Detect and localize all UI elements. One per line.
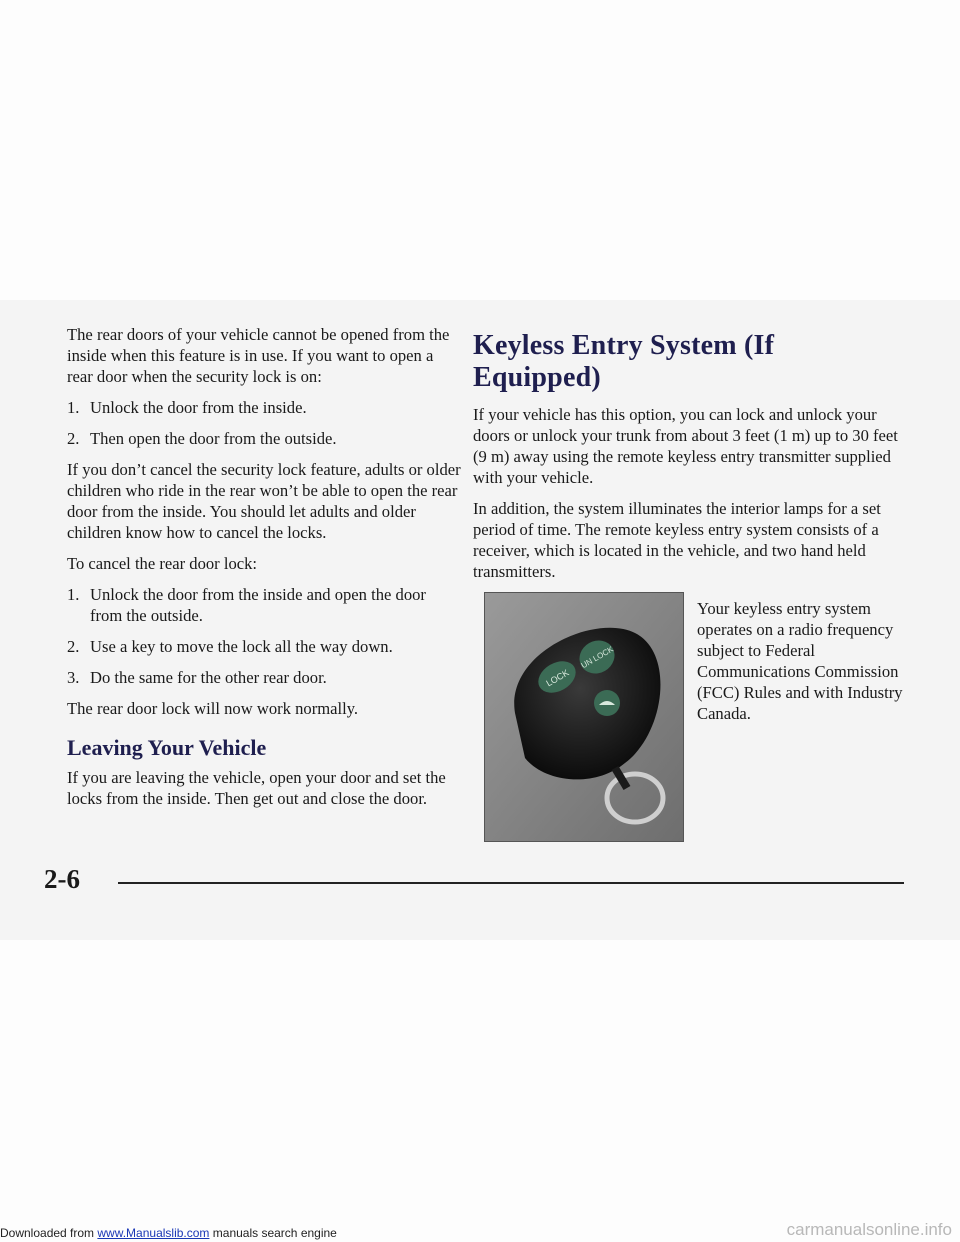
keyless-paragraph-1: If your vehicle has this option, you can lock and unlock your doors or unlock your trunk from about 3 feet (1 m) up to 30 feet (9 m) away using the remote keyless entry transmitter supplied with your vehicle.	[473, 405, 898, 487]
fob-caption: Your keyless entry system operates on a radio frequency subject to Federal Communications Commission (FCC) Rules and with Industry Canada.	[697, 599, 903, 723]
left-column	[67, 324, 462, 819]
right-column	[473, 330, 905, 842]
cancel-intro: To cancel the rear door lock:	[67, 554, 258, 573]
unlock-button-label: UN LOCK	[579, 644, 615, 671]
footer-rule	[118, 882, 904, 884]
list-item: 1. Unlock the door from the inside.	[67, 398, 307, 417]
normal-paragraph: The rear door lock will now work normally.	[67, 699, 359, 718]
key-fob-illustration	[485, 593, 683, 841]
fob-section	[473, 592, 905, 842]
keyless-heading: Keyless Entry System (If Equipped)	[473, 330, 775, 393]
download-banner: Downloaded from www.Manualslib.com manuals search engine	[0, 1226, 337, 1240]
leaving-heading: Leaving Your Vehicle	[67, 735, 267, 760]
list-item: 2. Then open the door from the outside.	[67, 429, 337, 448]
list-item: 2. Use a key to move the lock all the way down.	[67, 637, 393, 656]
page-number: 2-6	[44, 864, 80, 894]
warning-paragraph: If you don’t cancel the security lock feature, adults or older children who ride in the rear won’t be able to open the rear door from the inside. You should let adults and older children know how to cancel the locks.	[67, 460, 461, 542]
lock-button-label: LOCK	[544, 667, 571, 689]
page-footer	[44, 860, 904, 900]
cancel-lock-steps	[67, 584, 462, 688]
list-item: 1. Unlock the door from the inside and open the door from the outside.	[67, 585, 426, 625]
list-item: 3. Do the same for the other rear door.	[67, 668, 327, 687]
keyless-paragraph-2: In addition, the system illuminates the interior lamps for a set period of time. The remote keyless entry system consists of a receiver, which is located in the vehicle, and two hand held transmitters.	[473, 499, 881, 581]
watermark: carmanualsonline.info	[786, 1220, 952, 1239]
leaving-paragraph: If you are leaving the vehicle, open your door and set the locks from the inside. Then get out and close the door.	[67, 768, 446, 808]
open-rear-door-steps	[67, 397, 462, 449]
manualslib-link[interactable]: www.Manualslib.com	[97, 1226, 210, 1240]
key-fob-photo	[484, 592, 684, 842]
intro-paragraph: The rear doors of your vehicle cannot be opened from the inside when this feature is in use. If you want to open a rear door when the security lock is on:	[67, 325, 450, 386]
